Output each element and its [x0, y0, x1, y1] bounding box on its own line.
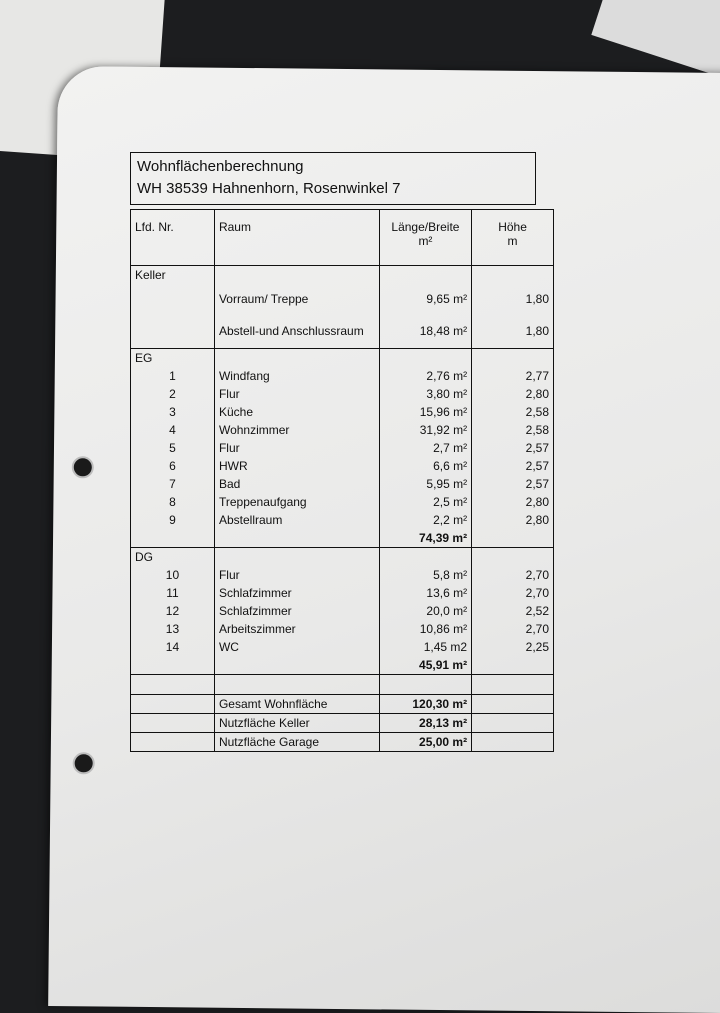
table-row: [131, 511, 554, 529]
col-header-laenge: [379, 210, 471, 266]
room-area: 1,45 m2: [379, 638, 471, 656]
room-height: 2,52: [472, 602, 554, 620]
room-height: 2,25: [472, 638, 554, 656]
col-header-hoehe-label: Höhe: [498, 220, 527, 234]
section-sum-row-eg: [131, 529, 554, 548]
total-row-wohnflaeche: [131, 694, 554, 713]
row-number: 5: [131, 439, 215, 457]
room-area: 2,76 m²: [379, 367, 471, 385]
col-header-laenge-label: Länge/Breite: [391, 220, 460, 234]
section-label-keller: Keller: [131, 266, 215, 285]
room-name: Windfang: [214, 367, 379, 385]
room-area: 13,6 m²: [379, 584, 471, 602]
area-table: [130, 209, 554, 752]
room-area: 5,95 m²: [379, 475, 471, 493]
section-sum-eg: 74,39 m²: [379, 529, 471, 548]
room-name: HWR: [214, 457, 379, 475]
document-address: WH 38539 Hahnenhorn, Rosenwinkel 7: [137, 180, 401, 197]
total-value: 25,00 m²: [379, 732, 471, 751]
room-name: Flur: [214, 566, 379, 584]
total-label: Gesamt Wohnfläche: [214, 694, 379, 713]
room-height: 2,58: [472, 403, 554, 421]
table-row: [131, 457, 554, 475]
row-number: 13: [131, 620, 215, 638]
table-row: [131, 421, 554, 439]
table-row: [131, 566, 554, 584]
room-name: Küche: [214, 403, 379, 421]
table-row: [131, 439, 554, 457]
col-header-hoehe-unit: m: [507, 234, 518, 248]
row-number: 2: [131, 385, 215, 403]
table-row: [131, 584, 554, 602]
section-row-eg: [131, 348, 554, 367]
room-name: Wohnzimmer: [214, 421, 379, 439]
room-area: 10,86 m²: [379, 620, 471, 638]
room-name: Flur: [214, 439, 379, 457]
table-row: [131, 475, 554, 493]
document-title: Wohnflächenberechnung: [137, 158, 304, 175]
row-number: 3: [131, 403, 215, 421]
room-height: 2,57: [472, 475, 554, 493]
room-name: Abstellraum: [214, 511, 379, 529]
room-area: 20,0 m²: [379, 602, 471, 620]
room-name: Treppenaufgang: [214, 493, 379, 511]
col-header-hoehe: [472, 210, 554, 266]
row-number: 8: [131, 493, 215, 511]
table-row: [131, 493, 554, 511]
section-label-dg: DG: [131, 547, 215, 566]
table-header-row: [131, 210, 554, 266]
row-number: 6: [131, 457, 215, 475]
total-label: Nutzfläche Garage: [214, 732, 379, 751]
table-row: [131, 638, 554, 656]
room-height: 2,57: [472, 439, 554, 457]
total-row-keller: [131, 713, 554, 732]
row-number: 7: [131, 475, 215, 493]
room-name: Schlafzimmer: [214, 584, 379, 602]
punch-hole: [73, 752, 95, 774]
room-height: 2,70: [472, 620, 554, 638]
room-area: 31,92 m²: [379, 421, 471, 439]
room-name: Arbeitszimmer: [214, 620, 379, 638]
col-header-raum: Raum: [214, 210, 379, 266]
room-height: 2,80: [472, 511, 554, 529]
room-name: Schlafzimmer: [214, 602, 379, 620]
total-value: 120,30 m²: [379, 694, 471, 713]
room-height: 1,80: [472, 314, 554, 348]
section-sum-dg: 45,91 m²: [379, 656, 471, 675]
table-row: [131, 284, 554, 314]
room-height: 2,80: [472, 493, 554, 511]
area-calculation-document: [130, 152, 554, 752]
room-name: Bad: [214, 475, 379, 493]
room-height: 2,80: [472, 385, 554, 403]
room-height: 2,57: [472, 457, 554, 475]
table-row: [131, 403, 554, 421]
document-header: [130, 152, 536, 205]
room-name: WC: [214, 638, 379, 656]
background-paper-corner: [591, 0, 720, 81]
table-row: [131, 367, 554, 385]
room-height: 1,80: [472, 284, 554, 314]
col-header-nr: Lfd. Nr.: [131, 210, 215, 266]
room-area: 18,48 m²: [379, 314, 471, 348]
table-row: [131, 620, 554, 638]
room-name: Flur: [214, 385, 379, 403]
room-area: 2,2 m²: [379, 511, 471, 529]
section-row-dg: [131, 547, 554, 566]
room-height: 2,70: [472, 584, 554, 602]
row-number: 1: [131, 367, 215, 385]
total-label: Nutzfläche Keller: [214, 713, 379, 732]
section-label-eg: EG: [131, 348, 215, 367]
room-name: Abstell-und Anschlussraum: [214, 314, 379, 348]
room-area: 5,8 m²: [379, 566, 471, 584]
room-height: 2,77: [472, 367, 554, 385]
section-sum-row-dg: [131, 656, 554, 675]
section-row-keller: [131, 266, 554, 285]
table-row: [131, 602, 554, 620]
room-height: 2,58: [472, 421, 554, 439]
spacer-row: [131, 674, 554, 694]
total-value: 28,13 m²: [379, 713, 471, 732]
room-area: 9,65 m²: [379, 284, 471, 314]
table-row: [131, 314, 554, 348]
row-number: 4: [131, 421, 215, 439]
room-area: 2,7 m²: [379, 439, 471, 457]
row-number: 10: [131, 566, 215, 584]
punch-hole: [72, 456, 94, 478]
row-number: 11: [131, 584, 215, 602]
room-area: 2,5 m²: [379, 493, 471, 511]
col-header-laenge-unit: m²: [418, 234, 433, 248]
row-number: 12: [131, 602, 215, 620]
row-number: 14: [131, 638, 215, 656]
room-area: 6,6 m²: [379, 457, 471, 475]
room-height: 2,70: [472, 566, 554, 584]
room-name: Vorraum/ Treppe: [214, 284, 379, 314]
row-number: 9: [131, 511, 215, 529]
room-area: 15,96 m²: [379, 403, 471, 421]
total-row-garage: [131, 732, 554, 751]
table-row: [131, 385, 554, 403]
room-area: 3,80 m²: [379, 385, 471, 403]
